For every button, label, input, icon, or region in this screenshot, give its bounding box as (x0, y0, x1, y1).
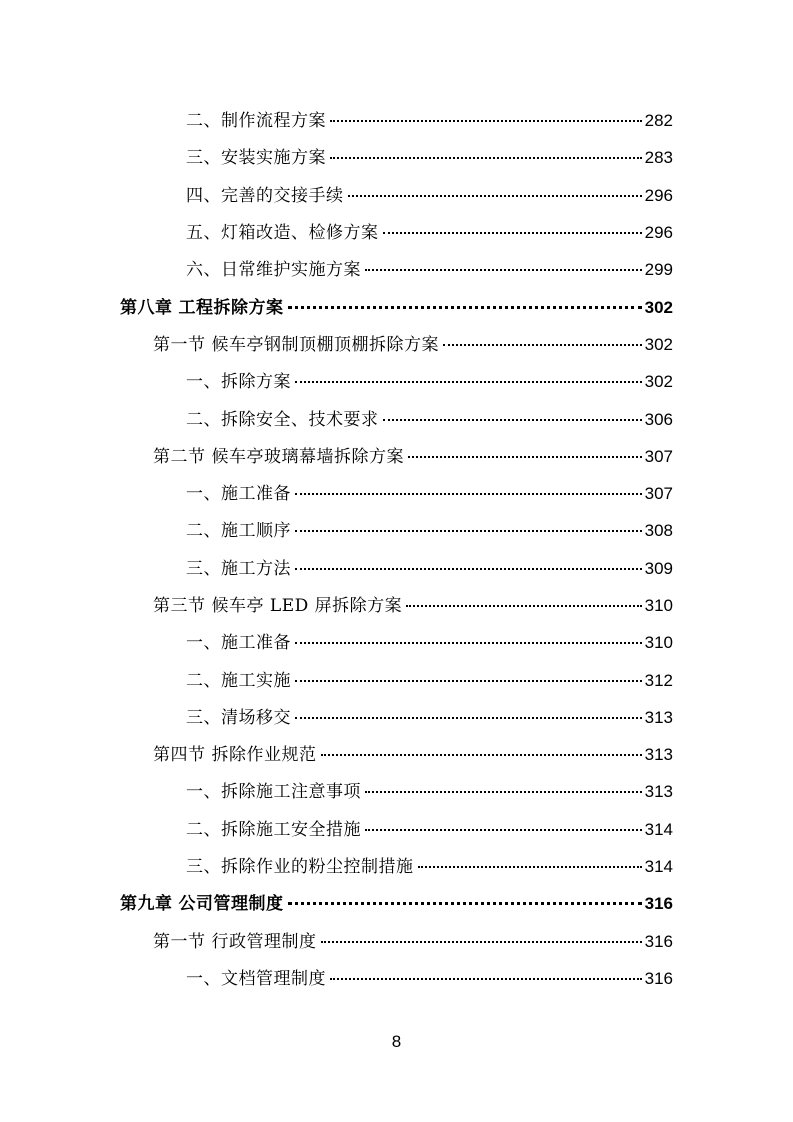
table-of-contents (0, 100, 793, 995)
toc-entry-line (0, 777, 793, 802)
toc-entry-label (153, 442, 404, 467)
toc-entry-number: 一、 (186, 782, 221, 803)
toc-entry-number: 三、 (186, 148, 221, 169)
toc-entry-page: 316 (644, 931, 673, 951)
toc-entry-title: 公司管理制度 (178, 894, 284, 915)
toc-entry-line (0, 591, 793, 616)
toc-entry-title: 施工方法 (221, 558, 291, 579)
toc-chapter-entry[interactable] (0, 286, 793, 323)
toc-subsection-entry[interactable] (0, 137, 793, 174)
toc-dot-leader (365, 829, 642, 831)
toc-section-entry[interactable] (0, 436, 793, 473)
toc-entry-line (0, 255, 793, 280)
toc-entry-number: 三、 (186, 707, 221, 728)
toc-entry-line (0, 554, 793, 579)
toc-entry-label (186, 255, 361, 280)
toc-entry-label (186, 367, 291, 392)
toc-entry-number: 第四节 (153, 745, 206, 766)
toc-dot-leader (295, 530, 642, 532)
toc-dot-leader (330, 120, 642, 122)
toc-entry-title: 施工实施 (221, 670, 291, 691)
toc-entry-line (0, 927, 793, 952)
toc-entry-title: 拆除方案 (221, 372, 291, 393)
toc-dot-leader (383, 232, 642, 234)
toc-entry-number: 第九章 (120, 894, 173, 915)
toc-subsection-entry[interactable] (0, 697, 793, 734)
toc-entry-page: 314 (644, 819, 673, 839)
toc-entry-label (186, 516, 291, 541)
toc-entry-page: 310 (644, 633, 673, 653)
toc-entry-title: 施工准备 (221, 633, 291, 654)
toc-entry-number: 一、 (186, 633, 221, 654)
toc-entry-page: 302 (644, 334, 673, 354)
toc-entry-line (0, 628, 793, 653)
toc-dot-leader (288, 902, 642, 905)
toc-dot-leader (365, 791, 642, 793)
toc-entry-page: 302 (644, 372, 673, 392)
toc-entry-label (186, 628, 291, 653)
toc-entry-line (0, 815, 793, 840)
toc-entry-number: 二、 (186, 111, 221, 132)
toc-entry-title: 制作流程方案 (221, 111, 326, 132)
toc-subsection-entry[interactable] (0, 958, 793, 995)
toc-entry-title: 清场移交 (221, 707, 291, 728)
toc-dot-leader (443, 344, 642, 346)
toc-dot-leader (295, 717, 642, 719)
toc-entry-number: 一、 (186, 484, 221, 505)
toc-dot-leader (330, 978, 642, 980)
toc-subsection-entry[interactable] (0, 175, 793, 212)
toc-entry-label (186, 479, 291, 504)
toc-subsection-entry[interactable] (0, 361, 793, 398)
toc-entry-label (186, 852, 414, 877)
toc-entry-label (186, 964, 326, 989)
toc-entry-title: 拆除施工注意事项 (221, 782, 361, 803)
toc-entry-number: 四、 (186, 185, 221, 206)
toc-entry-title: 完善的交接手续 (221, 185, 344, 206)
toc-entry-title: 拆除施工安全措施 (221, 819, 361, 840)
toc-subsection-entry[interactable] (0, 249, 793, 286)
toc-entry-page: 306 (644, 409, 673, 429)
toc-entry-label (120, 889, 284, 914)
toc-entry-line (0, 852, 793, 877)
toc-dot-leader (365, 269, 642, 271)
toc-entry-page: 296 (644, 223, 673, 243)
toc-section-entry[interactable] (0, 324, 793, 361)
toc-entry-line (0, 367, 793, 392)
toc-entry-title: 灯箱改造、检修方案 (221, 223, 379, 244)
toc-entry-page: 313 (644, 745, 673, 765)
toc-entry-line (0, 293, 793, 318)
toc-dot-leader (295, 642, 642, 644)
toc-entry-label (120, 293, 284, 318)
toc-entry-line (0, 889, 793, 914)
toc-entry-line (0, 106, 793, 131)
toc-entry-page: 307 (644, 446, 673, 466)
page-number: 8 (391, 1032, 402, 1051)
toc-subsection-entry[interactable] (0, 809, 793, 846)
toc-subsection-entry[interactable] (0, 100, 793, 137)
toc-entry-label (186, 554, 291, 579)
toc-entry-label (153, 740, 317, 765)
toc-entry-line (0, 479, 793, 504)
toc-entry-page: 313 (644, 782, 673, 802)
toc-dot-leader (408, 456, 642, 458)
toc-entry-title: 候车亭玻璃幕墙拆除方案 (211, 446, 404, 467)
toc-dot-leader (406, 605, 641, 607)
toc-entry-page: 302 (644, 297, 673, 317)
toc-entry-label (186, 143, 326, 168)
toc-entry-label (153, 927, 317, 952)
toc-entry-line (0, 442, 793, 467)
toc-entry-line (0, 740, 793, 765)
toc-entry-label (186, 218, 379, 243)
toc-entry-page: 296 (644, 185, 673, 205)
toc-subsection-entry[interactable] (0, 212, 793, 249)
toc-entry-label (186, 405, 379, 430)
toc-dot-leader (295, 493, 642, 495)
toc-entry-number: 第八章 (120, 297, 173, 318)
toc-entry-number: 二、 (186, 409, 221, 430)
toc-entry-label (186, 666, 291, 691)
toc-entry-line (0, 181, 793, 206)
toc-entry-line (0, 666, 793, 691)
toc-subsection-entry[interactable] (0, 548, 793, 585)
toc-entry-label (153, 330, 439, 355)
toc-entry-title: 施工准备 (221, 484, 291, 505)
toc-entry-title: 拆除作业规范 (211, 745, 317, 766)
toc-section-entry[interactable] (0, 734, 793, 771)
toc-subsection-entry[interactable] (0, 622, 793, 659)
toc-entry-number: 二、 (186, 670, 221, 691)
toc-chapter-entry[interactable] (0, 883, 793, 920)
toc-dot-leader (330, 157, 642, 159)
toc-entry-number: 第一节 (153, 931, 206, 952)
toc-entry-title: 文档管理制度 (221, 968, 326, 989)
toc-entry-page: 307 (644, 484, 673, 504)
toc-subsection-entry[interactable] (0, 398, 793, 435)
toc-entry-number: 五、 (186, 223, 221, 244)
toc-entry-number: 一、 (186, 968, 221, 989)
toc-subsection-entry[interactable] (0, 510, 793, 547)
toc-entry-title: 行政管理制度 (211, 931, 317, 952)
toc-dot-leader (321, 754, 642, 756)
toc-entry-line (0, 516, 793, 541)
toc-entry-title: 工程拆除方案 (178, 297, 284, 318)
toc-entry-line (0, 703, 793, 728)
toc-entry-page: 299 (644, 260, 673, 280)
toc-entry-page: 316 (644, 968, 673, 988)
toc-entry-page: 313 (644, 707, 673, 727)
toc-entry-page: 310 (644, 596, 673, 615)
toc-entry-number: 三、 (186, 558, 221, 579)
toc-dot-leader (295, 568, 642, 570)
toc-dot-leader (295, 381, 642, 383)
toc-section-entry[interactable] (0, 585, 793, 622)
toc-entry-label (186, 703, 291, 728)
toc-entry-title: 日常维护实施方案 (221, 260, 361, 281)
toc-entry-label (153, 591, 402, 616)
toc-dot-leader (348, 195, 642, 197)
toc-subsection-entry[interactable] (0, 846, 793, 883)
toc-dot-leader (383, 419, 642, 421)
toc-entry-title: 施工顺序 (221, 521, 291, 542)
toc-entry-title: 候车亭 LED 屏拆除方案 (211, 596, 403, 616)
toc-entry-title: 拆除安全、技术要求 (221, 409, 379, 430)
toc-entry-page: 308 (644, 521, 673, 541)
toc-entry-line (0, 330, 793, 355)
toc-dot-leader (321, 941, 642, 943)
toc-entry-number: 第一节 (153, 334, 206, 355)
toc-section-entry[interactable] (0, 921, 793, 958)
toc-entry-label (186, 181, 344, 206)
toc-subsection-entry[interactable] (0, 771, 793, 808)
toc-entry-number: 一、 (186, 372, 221, 393)
toc-entry-number: 第三节 (153, 596, 206, 616)
toc-dot-leader (288, 306, 642, 309)
toc-entry-number: 二、 (186, 521, 221, 542)
toc-entry-line (0, 218, 793, 243)
toc-entry-number: 二、 (186, 819, 221, 840)
toc-entry-page: 314 (644, 857, 673, 877)
toc-entry-number: 六、 (186, 260, 221, 281)
toc-entry-line (0, 405, 793, 430)
toc-entry-title: 候车亭钢制顶棚顶棚拆除方案 (211, 334, 439, 355)
toc-entry-page: 282 (644, 111, 673, 131)
toc-entry-number: 三、 (186, 857, 221, 878)
toc-subsection-entry[interactable] (0, 473, 793, 510)
toc-entry-label (186, 815, 361, 840)
toc-entry-title: 拆除作业的粉尘控制措施 (221, 857, 414, 878)
toc-entry-title: 安装实施方案 (221, 148, 326, 169)
toc-entry-number: 第二节 (153, 446, 206, 467)
toc-entry-page: 283 (644, 148, 673, 168)
toc-dot-leader (295, 680, 642, 682)
toc-subsection-entry[interactable] (0, 659, 793, 696)
toc-dot-leader (418, 866, 642, 868)
toc-entry-page: 312 (644, 670, 673, 690)
toc-entry-label (186, 777, 361, 802)
toc-entry-line (0, 964, 793, 989)
toc-entry-line (0, 143, 793, 168)
toc-entry-page: 316 (644, 894, 673, 914)
toc-entry-page: 309 (644, 558, 673, 578)
toc-entry-label (186, 106, 326, 131)
